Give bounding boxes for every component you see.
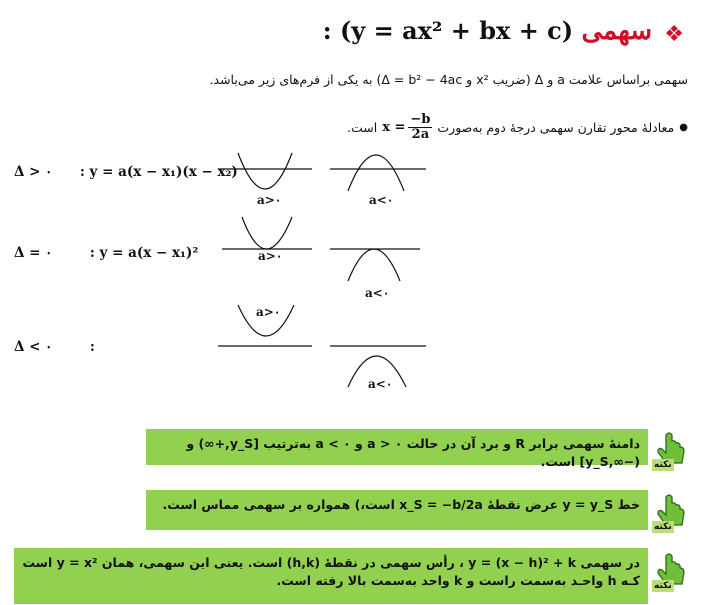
title-formula: (y = ax² + bx + c) — [339, 16, 574, 45]
case-delta: Δ > ۰ — [14, 164, 53, 180]
case-form: : — [89, 339, 95, 355]
intro-text: سهمی براساس علامت a و Δ (ضریب x² و Δ = b² − 4ac) به یکی از فرم‌های زیر می‌باشد. — [209, 72, 688, 87]
case-delta: Δ = ۰ — [14, 245, 53, 261]
axis-of-symmetry-line — [347, 113, 688, 142]
note-tag: نکته — [654, 460, 672, 470]
label-a-negative: a<۰ — [369, 193, 394, 207]
label-a-positive: a>۰ — [258, 249, 283, 263]
axis-formula — [382, 113, 432, 142]
parabola-upward-tangent — [222, 217, 312, 249]
note-vertex-shift — [14, 548, 648, 604]
note-tag: نکته — [654, 522, 672, 532]
case-delta-zero — [14, 245, 198, 261]
axis-text-after: است. — [347, 120, 378, 135]
case-form: : y = a(x − x₁)² — [89, 245, 199, 261]
case-form: : y = a(x − x₁)(x − x₂) — [79, 164, 238, 180]
axis-formula-lhs: x = — [382, 120, 406, 135]
note-domain-range — [146, 429, 648, 469]
note-text: دامنهٔ سهمی برابر R و برد آن در حالت a > ۰ و a < ۰ به‌ترتیب [y_S,+∞) و (−∞,y_S] است. — [186, 436, 640, 469]
title-word: سهمی — [581, 16, 652, 46]
case-delta-negative — [14, 339, 95, 355]
parabola-upward-two-roots — [218, 153, 312, 189]
title-text — [323, 16, 652, 46]
note-tag: نکته — [654, 581, 672, 591]
title-colon: : — [322, 16, 332, 45]
diamond-bullet-icon: ❖ — [664, 22, 684, 47]
note-badge — [652, 427, 692, 471]
label-a-negative: a<۰ — [368, 377, 393, 391]
note-badge — [652, 548, 692, 592]
label-a-positive: a>۰ — [256, 305, 281, 319]
parabola-downward-two-roots — [330, 155, 426, 191]
fraction-numerator: −b — [410, 112, 431, 127]
axis-text-before: معادلهٔ محور تقارن سهمی درجهٔ دوم به‌صورت — [437, 120, 675, 135]
note-text: در سهمی y = (x − h)² + k ، رأس سهمی در نقطهٔ (h,k) است. یعنی این سهمی، همان y = x² است کـه h واحـد به‌سمت راست و k واحد به‌سمت بالا رفته است. — [22, 555, 640, 588]
label-a-negative: a<۰ — [365, 286, 390, 300]
parabola-downward-tangent — [330, 249, 420, 281]
note-badge — [652, 489, 692, 533]
note-tangent-line — [146, 490, 648, 530]
page-title — [0, 10, 690, 56]
label-a-positive: a>۰ — [257, 193, 282, 207]
parabola-sketches — [200, 145, 440, 395]
bullet-icon: ● — [679, 122, 688, 133]
note-text: خط y = y_S عرض نقطهٔ x_S = −b/2a است،) همواره بر سهمی مماس است. — [162, 497, 640, 512]
fraction-denominator: 2a — [411, 127, 430, 142]
fraction — [408, 113, 432, 142]
case-delta: Δ < ۰ — [14, 339, 53, 355]
